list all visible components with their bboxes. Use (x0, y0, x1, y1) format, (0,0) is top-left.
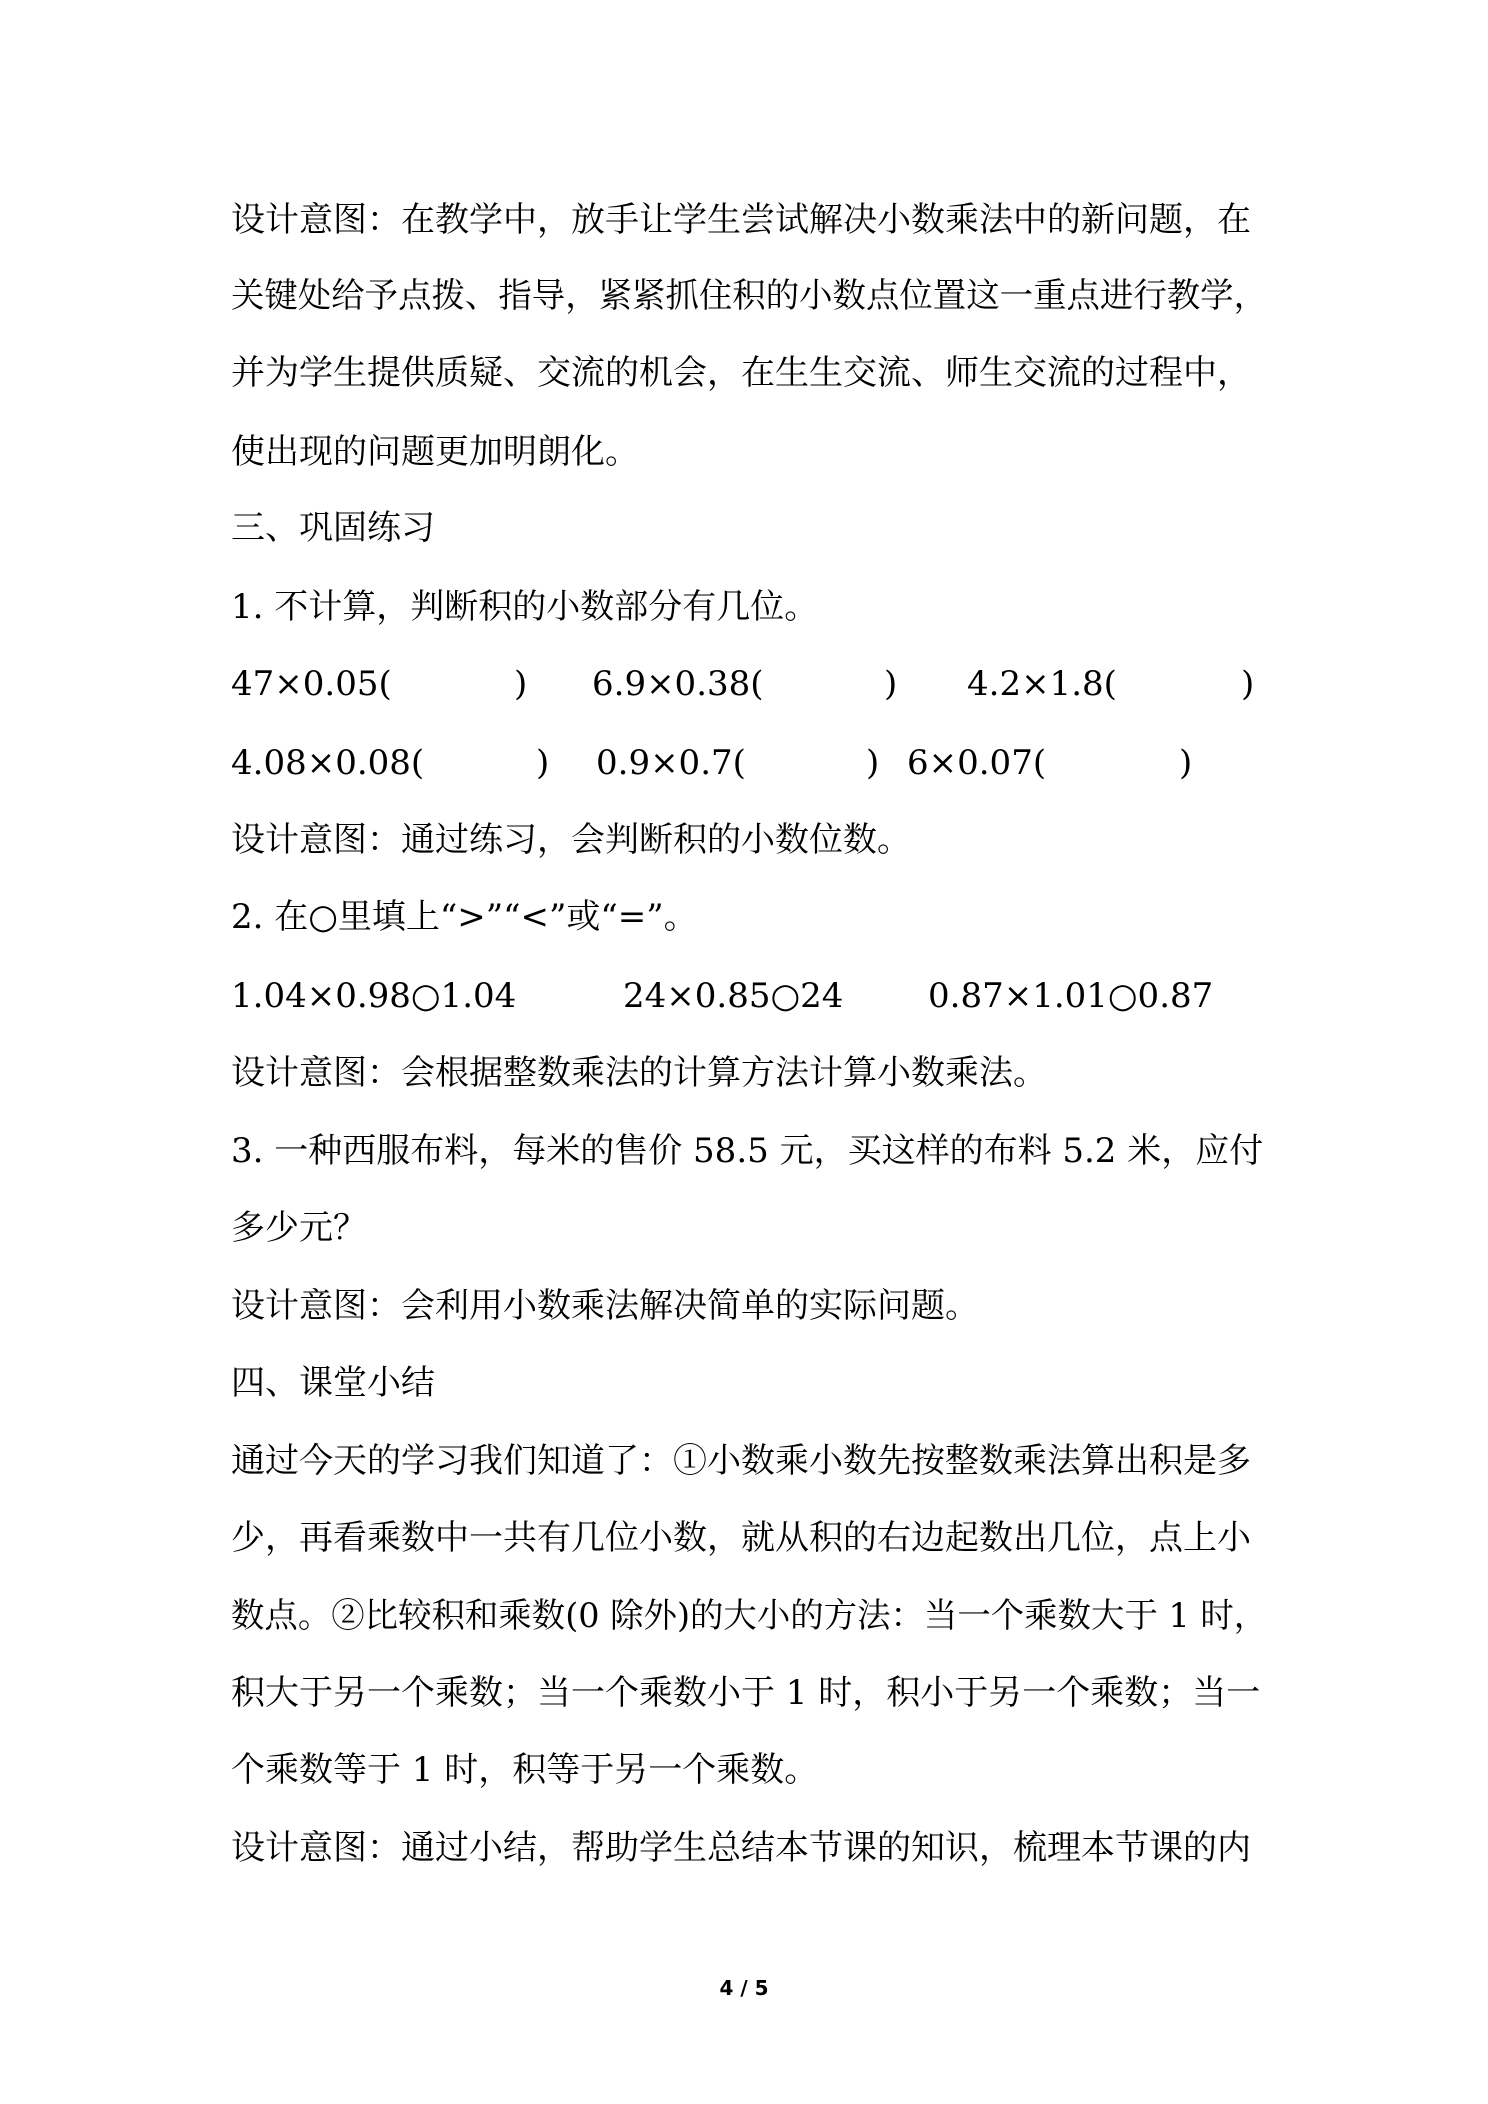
compare-item-2: 24×0.85○24 (623, 976, 844, 1016)
intro-line-4: 使出现的问题更加明朗化。 (231, 432, 639, 472)
question-2-prompt: 2. 在○里填上“>”“<”或“=”。 (231, 897, 698, 937)
intro-line-3: 并为学生提供质疑、交流的机会，在生生交流、师生交流的过程中， (231, 353, 1251, 393)
answer-paren-close: ) (1179, 743, 1193, 783)
summary-line-2: 少，再看乘数中一共有几位小数，就从积的右边起数出几位，点上小 (231, 1518, 1251, 1558)
summary-intent: 设计意图：通过小结，帮助学生总结本节课的知识，梳理本节课的内 (231, 1828, 1251, 1868)
answer-paren-close: ) (1241, 664, 1255, 704)
expr-42x18: 4.2×1.8( (967, 664, 1117, 704)
expr-09x07: 0.9×0.7( (596, 743, 746, 783)
expr-47x005: 47×0.05( (231, 664, 392, 704)
summary-line-4: 积大于另一个乘数；当一个乘数小于 1 时，积小于另一个乘数；当一 (231, 1673, 1261, 1713)
compare-item-1: 1.04×0.98○1.04 (231, 976, 517, 1016)
section-heading: 四、课堂小结 (231, 1363, 435, 1403)
intro-line-1: 设计意图：在教学中，放手让学生尝试解决小数乘法中的新问题，在 (231, 200, 1251, 240)
summary-line-3: 数点。②比较积和乘数(0 除外)的大小的方法：当一个乘数大于 1 时， (231, 1596, 1268, 1636)
page-number: 4 / 5 (719, 1976, 769, 2000)
answer-paren-close: ) (866, 743, 880, 783)
summary-line-5: 个乘数等于 1 时，积等于另一个乘数。 (231, 1750, 819, 1790)
question-1-intent: 设计意图：通过练习，会判断积的小数位数。 (231, 820, 911, 860)
summary-line-1: 通过今天的学习我们知道了：①小数乘小数先按整数乘法算出积是多 (231, 1441, 1251, 1481)
question-2-intent: 设计意图：会根据整数乘法的计算方法计算小数乘法。 (231, 1053, 1047, 1093)
question-1-prompt: 1. 不计算，判断积的小数部分有几位。 (231, 587, 819, 627)
question-3-line-1: 3. 一种西服布料，每米的售价 58.5 元，买这样的布料 5.2 米，应付 (231, 1131, 1264, 1171)
section-heading: 三、巩固练习 (231, 508, 435, 548)
expr-408x008: 4.08×0.08( (231, 743, 425, 783)
answer-paren-close: ) (884, 664, 898, 704)
answer-paren-close: ) (514, 664, 528, 704)
compare-item-3: 0.87×1.01○0.87 (928, 976, 1214, 1016)
question-3-line-2: 多少元？ (231, 1208, 367, 1248)
answer-paren-close: ) (536, 743, 550, 783)
intro-line-2: 关键处给予点拨、指导，紧紧抓住积的小数点位置这一重点进行教学， (231, 276, 1267, 316)
expr-69x038: 6.9×0.38( (592, 664, 764, 704)
expr-6x007: 6×0.07( (907, 743, 1047, 783)
question-3-intent: 设计意图：会利用小数乘法解决简单的实际问题。 (231, 1286, 979, 1326)
